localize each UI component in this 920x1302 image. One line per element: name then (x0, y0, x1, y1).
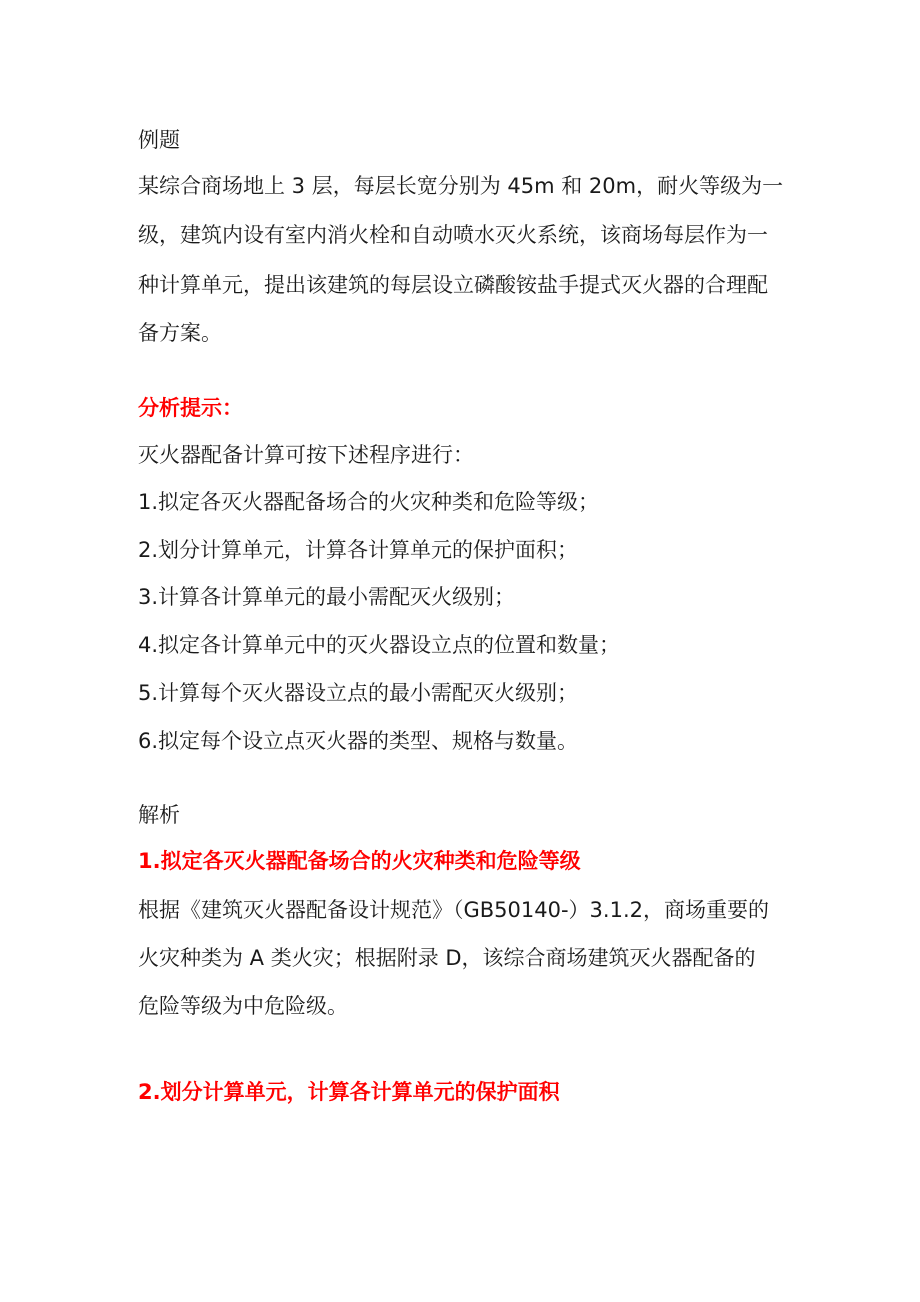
section1-line: 火灾种类为 A 类火灾；根据附录 D，该综合商场建筑灭火器配备的 (138, 946, 756, 970)
section2-heading: 2.划分计算单元，计算各计算单元的保护面积 (138, 1080, 560, 1104)
hint-step: 6.拟定每个设立点灭火器的类型、规格与数量。 (138, 729, 579, 753)
example-line: 某综合商场地上 3 层，每层长宽分别为 45m 和 20m，耐火等级为一 (138, 174, 784, 198)
hint-intro: 灭火器配备计算可按下述程序进行： (138, 443, 474, 467)
example-line: 备方案。 (138, 321, 222, 345)
hint-step: 4.拟定各计算单元中的灭火器设立点的位置和数量； (138, 633, 621, 657)
analysis-title: 解析 (138, 803, 180, 827)
example-line: 级，建筑内设有室内消火栓和自动喷水灭火系统，该商场每层作为一 (138, 223, 768, 247)
section1-line: 根据《建筑灭火器配备设计规范》（GB50140-）3.1.2，商场重要的 (138, 898, 769, 922)
section1-line: 危险等级为中危险级。 (138, 994, 348, 1018)
hint-step: 2.划分计算单元，计算各计算单元的保护面积； (138, 538, 579, 562)
hint-step: 3.计算各计算单元的最小需配灭火级别； (138, 585, 516, 609)
hint-step: 5.计算每个灭火器设立点的最小需配灭火级别； (138, 681, 579, 705)
example-line: 种计算单元，提出该建筑的每层设立磷酸铵盐手提式灭火器的合理配 (138, 273, 768, 297)
hint-step: 1.拟定各灭火器配备场合的火灾种类和危险等级； (138, 490, 600, 514)
hint-title: 分析提示： (138, 396, 243, 420)
example-title: 例题 (138, 128, 180, 152)
section1-heading: 1.拟定各灭火器配备场合的火灾种类和危险等级 (138, 849, 581, 873)
